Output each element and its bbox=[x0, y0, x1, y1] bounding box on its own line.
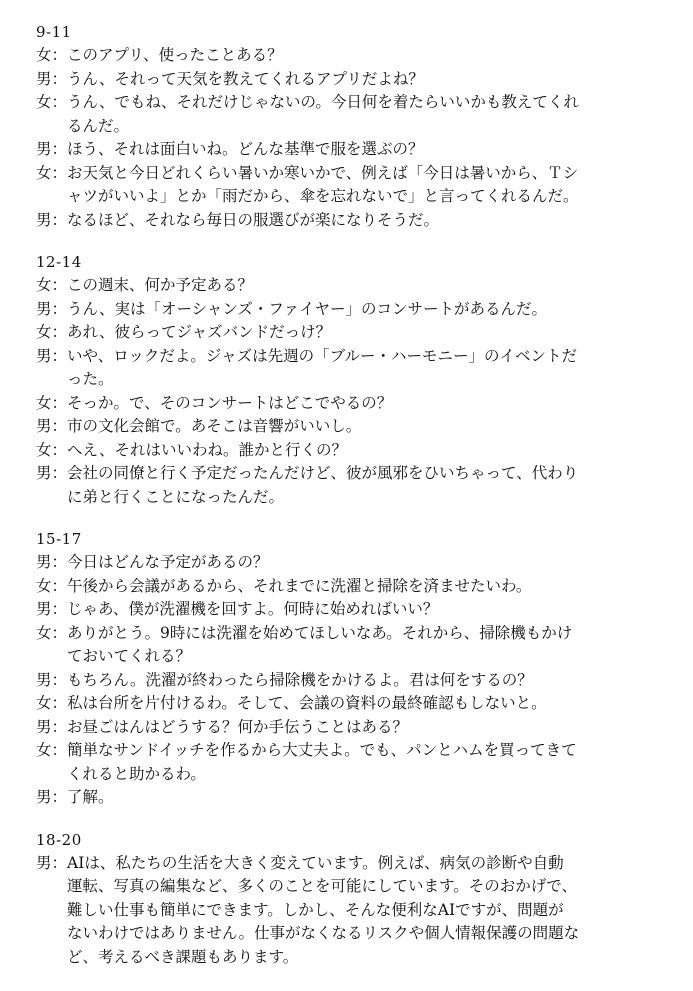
dialogue-text: AIは、私たちの生活を大きく変えています。例えば、病気の診断や自動 運転、写真の編集など、多くのことを可能にしています。そのおかげで、 難しい仕事も簡単にできます。しかし、そんな便利なAIですが、問題が ないわけではありません。仕事がなくなるリスクや個人情報保護の問題な ど、考えるべき課題もあります。 bbox=[67, 853, 580, 966]
dialogue-line bbox=[36, 274, 660, 298]
dialogue-line bbox=[36, 209, 660, 233]
dialogue-text: ほう、それは面白いね。どんな基準で服を選ぶの？ bbox=[67, 140, 424, 158]
dialogue-line bbox=[36, 852, 660, 970]
dialogue-lines bbox=[36, 852, 660, 970]
speaker-label: 女： bbox=[36, 276, 68, 294]
dialogue-line bbox=[36, 692, 660, 716]
dialogue-text: ありがとう。9時には洗濯を始めてほしいなあ。それから、掃除機もかけ ておいてくれる？ bbox=[67, 623, 573, 665]
speaker-label: 女： bbox=[36, 623, 68, 642]
dialogue-line bbox=[36, 91, 660, 138]
dialogue-text: なるほど、それなら毎日の服選びが楽になりそうだ。 bbox=[67, 210, 440, 229]
dialogue-text: お天気と今日どれくらい暑いか寒いかで、例えば「今日は暑いから、Ｔシ ャツがいいよ」とか「雨だから、傘を忘れないで」と言ってくれるんだ。 bbox=[67, 163, 579, 205]
dialogue-line bbox=[36, 44, 660, 68]
dialogue-line bbox=[36, 462, 660, 509]
speaker-label: 女： bbox=[36, 46, 68, 64]
dialogue-line bbox=[36, 321, 660, 345]
dialogue-text: 午後から会議があるから、それまでに洗濯と掃除を済ませたいわ。 bbox=[67, 576, 532, 595]
dialogue-text: お昼ごはんはどうする？何か手伝うことはある？ bbox=[67, 717, 409, 736]
dialogue-text: うん、でもね、それだけじゃないの。今日何を着たらいいかも教えてくれ るんだ。 bbox=[67, 93, 579, 135]
speaker-label: 男： bbox=[36, 346, 68, 365]
dialogue-line bbox=[36, 786, 660, 810]
section bbox=[36, 252, 660, 509]
dialogue-text: へえ、それはいいわね。誰かと行くの？ bbox=[67, 440, 347, 459]
section-title: 15-17 bbox=[36, 530, 82, 548]
section bbox=[36, 830, 660, 970]
speaker-label: 男： bbox=[36, 853, 68, 872]
dialogue-line bbox=[36, 716, 660, 740]
speaker-label: 女： bbox=[36, 393, 68, 412]
speaker-label: 男： bbox=[36, 788, 68, 806]
dialogue-line bbox=[36, 68, 660, 92]
speaker-label: 男： bbox=[36, 717, 68, 736]
speaker-label: 男： bbox=[36, 140, 68, 158]
dialogue-line bbox=[36, 345, 660, 392]
dialogue-line bbox=[36, 669, 660, 693]
dialogue-lines bbox=[36, 274, 660, 509]
dialogue-text: 会社の同僚と行く予定だったんだけど、彼が風邪をひいちゃって、代わり に弟と行くことになったんだ。 bbox=[67, 464, 579, 506]
dialogue-line bbox=[36, 392, 660, 416]
dialogue-text: この週末、何か予定ある？ bbox=[67, 276, 254, 294]
dialogue-lines bbox=[36, 44, 660, 232]
dialogue-line bbox=[36, 598, 660, 622]
speaker-label: 男： bbox=[36, 553, 68, 571]
dialogue-text: 了解。 bbox=[67, 788, 114, 806]
dialogue-line bbox=[36, 551, 660, 575]
speaker-label: 女： bbox=[36, 741, 68, 759]
speaker-label: 女： bbox=[36, 323, 68, 341]
dialogue-text: もちろん。洗濯が終わったら掃除機をかけるよ。君は何をするの？ bbox=[67, 670, 533, 689]
section-title: 9-11 bbox=[36, 23, 72, 41]
speaker-label: 男： bbox=[36, 69, 68, 88]
document bbox=[36, 22, 660, 989]
dialogue-text: あれ、彼らってジャズバンドだっけ？ bbox=[67, 323, 332, 341]
speaker-label: 女： bbox=[36, 163, 68, 182]
dialogue-line bbox=[36, 739, 660, 786]
speaker-label: 男： bbox=[36, 670, 68, 689]
dialogue-text: 簡単なサンドイッチを作るから大丈夫よ。でも、パンとハムを買ってきて くれると助かるわ。 bbox=[67, 741, 577, 783]
dialogue-line bbox=[36, 138, 660, 162]
speaker-label: 女： bbox=[36, 440, 68, 459]
dialogue-text: 今日はどんな予定があるの？ bbox=[67, 553, 269, 571]
dialogue-text: うん、それって天気を教えてくれるアプリだよね？ bbox=[67, 69, 424, 88]
dialogue-text: そっか。で、そのコンサートはどこでやるの？ bbox=[67, 393, 393, 412]
speaker-label: 男： bbox=[36, 299, 68, 318]
dialogue-line bbox=[36, 575, 660, 599]
speaker-label: 男： bbox=[36, 417, 68, 435]
dialogue-text: 市の文化会館で。あそこは音響がいいし。 bbox=[67, 417, 362, 435]
speaker-label: 男： bbox=[36, 464, 68, 482]
dialogue-text: うん、実は「オーシャンズ・ファイヤー」のコンサートがあるんだ。 bbox=[67, 299, 548, 318]
dialogue-line bbox=[36, 439, 660, 463]
section bbox=[36, 22, 660, 232]
speaker-label: 女： bbox=[36, 93, 68, 111]
speaker-label: 男： bbox=[36, 210, 68, 229]
dialogue-line bbox=[36, 415, 660, 439]
section-title: 12-14 bbox=[36, 253, 82, 271]
dialogue-text: このアプリ、使ったことある？ bbox=[67, 46, 283, 64]
dialogue-text: じゃあ、僕が洗濯機を回すよ。何時に始めればいい？ bbox=[67, 600, 439, 618]
speaker-label: 女： bbox=[36, 576, 68, 595]
dialogue-line bbox=[36, 298, 660, 322]
section bbox=[36, 529, 660, 810]
dialogue-lines bbox=[36, 551, 660, 810]
speaker-label: 女： bbox=[36, 694, 68, 712]
dialogue-line bbox=[36, 162, 660, 209]
dialogue-text: 私は台所を片付けるわ。そして、会議の資料の最終確認もしないと。 bbox=[67, 694, 547, 712]
speaker-label: 男： bbox=[36, 600, 68, 618]
dialogue-line bbox=[36, 622, 660, 669]
section-title: 18-20 bbox=[36, 830, 82, 849]
dialogue-text: いや、ロックだよ。ジャズは先週の「ブルー・ハーモニー」のイベントだ った。 bbox=[67, 346, 577, 388]
